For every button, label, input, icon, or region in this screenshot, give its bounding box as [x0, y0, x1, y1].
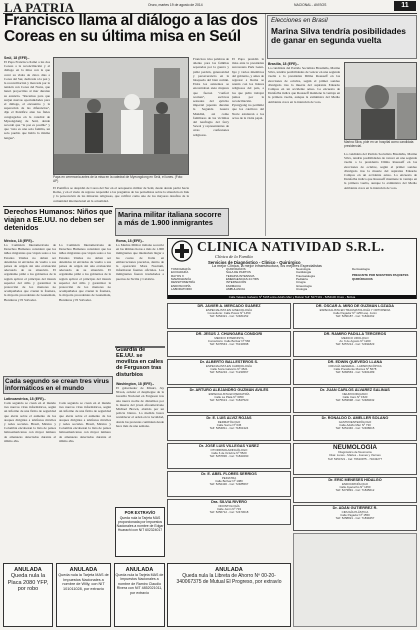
specialty-item: Ginecología [296, 283, 312, 288]
anulada-title: ANULADA [14, 567, 42, 573]
kicker-label: Elecciones en Brasil [271, 17, 328, 24]
service-item: FARMACIA [226, 283, 242, 288]
doctor-specialty: ESPECIALISTA EN GINECOLOGÍA [205, 307, 253, 312]
doctor-phone: Telf: 5284563 - Cel: 72461289 [335, 370, 375, 375]
doctor-address: Av. 6 de Agosto Nº 1200 [339, 338, 371, 343]
specialty-item: Dermatología [352, 267, 370, 271]
extravio-title: POR EXTRAVÍO [124, 510, 156, 515]
extravio-body: Queda nula la Tarjeta MAS proporcionada por Impuestos Nacionales a nombre de Edgar Huarachi con NIT 602324017 [116, 515, 164, 533]
doctor-card [167, 359, 291, 385]
ninos-column-1: La Comisión Interamericana de Derechos Humanos consideró que los niños migrantes que viajan solos a los Estados Unidos no deben ser detenidos ni enviados de vuelta a sus países de origen sin una evaluación adecuada de su situación. El organismo pidió a los gobiernos de la región aplicar el principio del interés superior del niño y garantizar la protección de los menores no acompañados que cruzan la frontera, la mayoría procedentes de Guatemala, Honduras y El Salvador. [4, 243, 56, 302]
guardia-headline: Guardia de EE.UU. se moviliza en calles de Ferguson tras disturbios [116, 347, 164, 378]
main-column-2: Francisco tuvo palabras de aliento para las familias separadas por la guerra y pidió perdón, generosidad y perseverancia en la búsqueda del bien común. Entre los asistentes se encontraban siete mujeres que fueron "confort women", esclavas sexuales del ejército imperial japonés durante la Segunda Guerra Mundial, así como familiares de las víctimas del naufragio del ferry Sewol y representantes de otras confesiones religiosas. [193, 57, 229, 137]
service-item: MAMOGRAFÍA [171, 277, 192, 282]
doctor-card [293, 303, 417, 329]
doctor-name: DR. JAVIER A. MERCADO SUÁREZ [197, 304, 261, 308]
service-item: ECOGRAFÍA [171, 270, 189, 275]
main-headline: Francisco llama al diálogo a las dos Coreas en su última misa en Seúl [4, 12, 258, 46]
masthead-date: Oruro, martes 19 de agosto de 2014 [148, 3, 203, 7]
doctor-phone: Telf: 5273891 - Cel: 71845612 [335, 488, 375, 493]
main-column-4: El Pontífice se despidió de Corea del Sur en el aeropuerto militar de Seúl, desde donde partió hacia Roma, y en el vuelo de regreso respondió a las preguntas de los periodistas sobre la situación en Irak y la persecución de las minorías religiosas, que calificó como uno de los mayores desafíos de la comunidad internacional en la actualidad. [53, 186, 189, 202]
doctor-address: Calle Pagador Nº 1250 esq. Junín [333, 310, 377, 315]
doctor-specialty: ODONTOLOGÍA [218, 503, 240, 508]
doctor-card [167, 303, 291, 329]
anulada-body: Queda nula la Libreta de Ahorro Nº 00-20-340067375 de Mutual El Progreso, por extravío [176, 573, 282, 585]
doctor-name: Dr. ADÁN GUTIÉRREZ R. [332, 506, 378, 510]
neumologia-phone: Telf: 5254721 - Cel: 76610975 - 71643277 [327, 456, 383, 461]
anulada-body: Queda nula la Placa 2080 YFP, por robo [7, 573, 49, 593]
clinic-services-left [171, 268, 223, 291]
doctor-card [167, 471, 291, 497]
main-photo-caption: Papa en ceremonia antes de la misa en la catedral de Myeongdong en Seúl, el lunes. (Foto: AP) [53, 175, 184, 183]
service-item: SALA DE PARTOS [226, 270, 251, 275]
service-item: RAYOS X [171, 273, 184, 278]
doctor-name: Dr. RONALDO D. AMELLER SOLANO [321, 416, 389, 420]
doctor-address: Calle La Plata Nº 3050 [214, 394, 244, 399]
doctor-card [167, 499, 291, 525]
anulada-ad [167, 563, 291, 627]
guardia-byline: Washington, 18 (EFE).- [116, 382, 154, 386]
kicker-byline: Brasilia, 18 (EFE).- [268, 62, 299, 66]
virus-column-2: Cada segundo se crean en el mundo tres nuevos virus informáticos, según un informe de una firma de seguridad que alerta sobre el aumento de los ataques dirigidos a teléfonos móviles y redes sociales. Brasil, México y Colombia encabezan la lista de países latinoamericanos con mayor número de amenazas detectadas durante el último año. [59, 401, 111, 443]
marina-body: La Marina Militar italiana socorrió en las últimas horas a más de 1.900 inmigrantes que intentaban llegar a las costas de Italia en embarcaciones precarias, dentro de la operación Mare Nostrum, informaron fuentes oficiales. Los inmigrantes fueron trasladados a puertos de Sicilia y Calabria. [116, 243, 164, 281]
main-photo [53, 57, 189, 175]
doctor-specialty: OTORRINOLARINGÓLOGO [210, 447, 248, 452]
doctor-name: Dr. ERIC MENESES HIDALGO [328, 478, 382, 482]
anulada-title: ANULADA [125, 567, 154, 573]
marina-headline: Marina militar italiana socorre a más de 1.900 inmigrantes [118, 210, 222, 227]
page-number: 11 [394, 1, 416, 11]
doctor-phone: Telf: 5254321 - Cel: 72484152 [209, 314, 249, 319]
specialty-item: Neurología [296, 267, 311, 271]
doctor-card [293, 387, 417, 413]
clinic-slogan: La mejor Clínica, la mejor infraestructura, los mejores Especialistas [212, 264, 322, 268]
anulada-ad [56, 563, 111, 627]
virus-column-1: Cada segundo se crean en el mundo tres nuevos virus informáticos, según un informe de una firma de seguridad que alerta sobre el aumento de los ataques dirigidos a teléfonos móviles y redes sociales. Brasil, México y Colombia encabezan la lista de países latinoamericanos con mayor número de amenazas detectadas durante el último año. [4, 401, 56, 443]
column-rule [265, 14, 266, 236]
doctor-card [293, 359, 417, 385]
doctor-phone: Telf: 5254811 - Cel: 71861324 [209, 426, 249, 431]
doctor-specialty: ESPECIALISTA EN CARDIOLOGÍA [206, 363, 252, 368]
service-item: DENSITOMETRÍA [171, 280, 196, 285]
main-column-3: El Papa presidió la misa ante la presidenta surcoreana Park Geun-hye y varios miembros del gobierno, y antes de regresar a Roma se reunió con los líderes religiosos del país, a los que pidió trabajar juntos por la reconciliación. Pyongyang no permitió que los católicos del Norte asistieran a los actos de la visita papal. [232, 57, 264, 120]
service-item: TERAPIA INTENSIVA [226, 273, 255, 278]
neumologia-card [293, 443, 417, 475]
kicker-body-cont: La candidata del Partido Socialista Brasileño, Marina Silva, tendría posibilidades de vencer en una segunda vuelta a la presidenta Dilma Rousseff en las elecciones de octubre, según el primer sondeo divulgado tras la muerte del aspirante Eduardo Campos en un accidente aéreo. La encuesta de Datafolha indica que Rousseff mantiene la ventaja en la primera vuelta, aunque la exministra del Medio Ambiente crece en la intención de voto. [344, 152, 417, 190]
doctor-address: Calle 6 de Octubre Nº 5520 [211, 450, 247, 455]
service-item: ENDOSCOPÍA [171, 283, 191, 288]
doctor-specialty: CIRUGÍA PLÁSTICA [341, 509, 369, 514]
service-item: TOMOGRAFÍA [171, 267, 191, 271]
specialty-item: Pediatría [296, 277, 308, 282]
doctor-address: Calle Pagador Nº 1550 [340, 512, 370, 517]
doctor-phone: Telf: 5257214 - Cel: 72491823 [335, 342, 375, 347]
doctor-phone: Telf: 5251234 - Cel: 71234567 [209, 370, 249, 375]
main-column-1: El Papa Francisco llamó a las dos Coreas a la reconciliación y al diálogo en la misa con la que cerró su visita de cinco días a Corea del Sur, dedicada a la paz y la reconciliación y marcada por la tensión con Corea del Norte, que lanzó proyectiles al mar durante su estancia. "Recemos para que surjan nuevas oportunidades para el diálogo, el encuentro y la superación de las diferencias", dijo el Pontífice ante los fieles congregados en la catedral de Myeongdong de Seúl, donde recordó que "la paz es posible" y que "esta es una sola familia, un solo pueblo que habla la misma lengua". [4, 60, 50, 140]
doctor-address: Calle Bolívar Nº 1080 [215, 478, 243, 483]
doctor-specialty: GASTROENTERÓLOGO [338, 419, 372, 424]
doctor-specialty: NEUROCIRUJANO [342, 391, 368, 396]
doctor-address: Calle Sucre Nº 645 [216, 422, 242, 427]
ninos-column-2: La Comisión Interamericana de Derechos Humanos consideró que los niños migrantes que viajan solos a los Estados Unidos no deben ser detenidos ni enviados de vuelta a sus países de origen sin una evaluación adecuada de su situación. El organismo pidió a los gobiernos de la región aplicar el principio del interés superior del niño y garantizar la protección de los menores no acompañados que cruzan la frontera, la mayoría procedentes de Guatemala, Honduras y El Salvador. [59, 243, 111, 302]
anulada-body: Queda nula la Tarjeta MAS de Impuestos Nacionales a nombre de Ramiro Claudio Rivera con NIT 4852021011, por extravío [115, 573, 164, 595]
doctor-name: DR. EDWIN QUEVEDO LLANA [327, 360, 383, 364]
doctor-card [293, 331, 417, 357]
clinic-subtitle: Servicios de Diagnóstico - Clínico - Quirúrgico [208, 259, 301, 265]
doctor-name: DR. JESÚS J. CHUNGARA CONDORI [195, 332, 263, 336]
doctor-specialty: ENDOCRINÓLOGO [341, 481, 369, 486]
doctor-card [167, 443, 291, 469]
doctor-phone: Telf: 5251346 - Cel: 72468015 [335, 426, 375, 431]
kicker-body: La candidata del Partido Socialista Brasileño, Marina Silva, tendría posibilidades de vencer en una segunda vuelta a la presidenta Dilma Rousseff en las elecciones de octubre, según el primer sondeo divulgado tras la muerte del aspirante Eduardo Campos en un accidente aéreo. La encuesta de Datafolha indica que Rousseff mantiene la ventaja en la primera vuelta, aunque la exministra del Medio Ambiente crece en la intención de voto. [268, 66, 340, 104]
doctor-specialty: MEDICO INTERNISTA [214, 335, 244, 340]
kicker-caption: Marina Silva, pide en un hospital como candidata presidencial. [344, 140, 414, 148]
masthead-section: NACIONAL - AVISOS [294, 3, 327, 7]
doctor-specialty: CIRUGÍA GENERAL - LAPAROSCÓPICA [328, 363, 382, 368]
doctor-address: Calle Ayacucho Nº 1450 [339, 484, 371, 489]
kicker-headline: Marina Silva tendría posibilidades de ganar en segunda vuelta [271, 26, 406, 45]
doctor-name: Dr. ALBERTO BALLESTEROS S. [199, 360, 259, 364]
clinic-name: CLINICA NATIVIDAD S.R.L. [197, 239, 385, 254]
service-item: INTERNACIÓN [226, 280, 247, 285]
clinic-services-mid [226, 268, 290, 291]
clinic-address-bar: Calle Velasco Galvarro Nº 5165 entre Adolfo Mier y Bolívar Telf: 5277101 - 5254100 Oruro - Bolivia [168, 295, 416, 299]
service-item: LABORATORIO [171, 287, 192, 292]
anulada-title: ANULADA [215, 567, 243, 573]
anulada-body: Queda nula la Tarjeta MAS de Impuestos Nacionales a nombre de Willy, con NIT 101011028, por extravío [58, 573, 109, 591]
doctor-address: Calle Caro Nº 1520 [342, 394, 368, 399]
doctor-name: DR. RAMIRO PADILLA TERCEROS [323, 332, 387, 336]
doctor-address: Calle Junín Nº 733 [216, 506, 242, 511]
doctor-address: Calle Presidente Montes Nº 5678 [333, 366, 377, 371]
doctor-address: Consultorio: Calle Bolívar Nº 566 [207, 338, 251, 343]
anulada-ad [3, 563, 53, 627]
specialty-item: Cardiología [296, 270, 312, 275]
masthead-name[interactable]: LA PATRIA [4, 0, 75, 15]
specialty-item: Urología [296, 287, 308, 292]
neumologia-schedule: Días: Lunes - Martes - Jueves y Viernes [329, 453, 381, 458]
doctor-specialty: ESPECIALISTA EN TRAUMATOLOGÍA Y ORTOPEDIA [319, 307, 391, 312]
doctor-card [293, 415, 417, 441]
anulada-ad [114, 563, 165, 627]
marina-byline: Roma, 18 (EFE).- [116, 239, 144, 243]
neumologia-title: NEUMOLOGÍA [332, 444, 378, 451]
service-item: EMERGENCIAS 24 HRS [226, 277, 259, 282]
extravio-ad [115, 507, 165, 557]
specialty-item: Traumatología [296, 273, 315, 278]
doctor-phone: Telf: 5252430 - Cel: 72485567 [209, 482, 249, 487]
neumologia-subtitle: Diagnóstico de Neumonía [338, 450, 372, 454]
doctor-phone: Telf: 5256712 - Cel: 72473018 [209, 510, 249, 515]
service-item: AMBULANCIA [226, 287, 246, 292]
doctor-card [167, 415, 291, 441]
clinic-tagline: Clínica de la Familia [215, 254, 253, 259]
doctor-specialty: ESPECIALISTA EN PEDIATRÍA [208, 391, 250, 396]
doctor-phone: Telf: 5257836 - Cel: 71843290 [209, 454, 249, 459]
doctor-specialty: PEDIATRA [221, 475, 237, 480]
clinic-promo: PREGUNTE POR NUESTROS PAQUETES QUIRÚRGICOS [352, 273, 409, 281]
main-byline: Seúl, 18 (EFE).- [4, 56, 30, 60]
doctor-address: Calle Soria Galvarro Nº 4521 [210, 366, 248, 371]
doctor-card [167, 331, 291, 357]
doctor-name: Dr. E. ABEL FLORES SERRIOS [201, 472, 257, 476]
doctor-name: Dr. JOSÉ LUIS VILLEGAS YÁÑEZ [199, 444, 259, 448]
doctor-card [167, 387, 291, 413]
clinic-logo [171, 240, 193, 262]
doctor-name: Dr. E. LUIS ALVIZ ROJAS [206, 416, 252, 420]
doctor-card [293, 505, 417, 531]
doctor-phone: Telf: 5275613 - Cel: 71847520 [209, 398, 249, 403]
doctor-name: Dra. SILVIA RIVERO [211, 500, 247, 504]
clinic-specialties [296, 268, 348, 291]
virus-byline: Latinoamérica, 18 (EFE).- [4, 397, 46, 401]
clinic-specialties-2 [352, 268, 414, 281]
doctor-name: Dr. ARTURO ALEJANDRO GUZMÁN AVILÉS [189, 388, 269, 392]
doctor-specialty: DERMATÓLOGO [217, 419, 241, 424]
specialty-item: Cirugía [296, 280, 306, 285]
doctor-phone: Telf: 5250187 - Cel: 71841062 [335, 314, 375, 319]
doctor-phone: Telf: 5253698 - Cel: 72484632 [335, 398, 375, 403]
doctor-phone: Telf: 5258821 - Cel: 71839457 [335, 516, 375, 521]
ninos-byline: México, 18 (EFE).- [4, 239, 34, 243]
ninos-headline: Derechos Humanos: Niños que viajan a EE.UU. no deben ser detenidos [4, 207, 113, 232]
doctor-name: Dr. JUAN CARLOS ÁLVAREZ SALINAS [320, 388, 390, 392]
doctor-address: Consultorio: Calle Potosí Nº 1450 [207, 310, 251, 315]
guardia-body: El gobernador de Misuri, Jay Nixon, ordenó el despliegue de la Guardia Nacional en Ferguson tras una nueva noche de disturbios por la muerte del joven afroamericano Michael Brown, abatido por un policía blanco. La medida busca restablecer el orden en la localidad, donde las protestas continúan desde hace más de una semana. [116, 386, 164, 428]
anulada-title: ANULADA [69, 567, 98, 573]
doctor-card [293, 477, 417, 503]
doctor-name: DR. ÓSCAR A. MIÑO DE GUZMÁN LOZADA [316, 304, 394, 308]
service-item: QUIRÓFANOS [226, 267, 246, 271]
kicker-photo [344, 62, 417, 140]
doctor-phone: Telf: 5276543 - Cel: 76134598 [209, 342, 249, 347]
doctor-specialty: MEDICO UROLOGO [341, 335, 369, 340]
doctor-address: Calle Adolfo Mier Nº 730 [339, 422, 371, 427]
ad-space-filler [293, 533, 417, 627]
virus-headline: Cada segundo se crean tres virus informáticos en el mundo [5, 378, 110, 393]
